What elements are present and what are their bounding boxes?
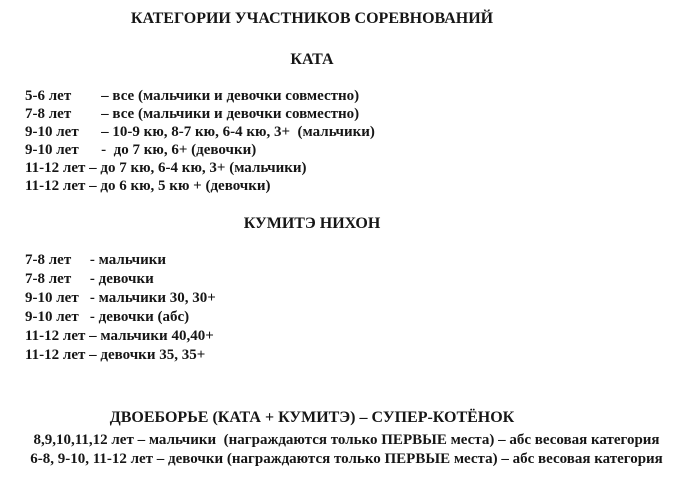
list-item: 7-8 лет - мальчики <box>25 252 167 268</box>
list-item: 11-12 лет – до 6 кю, 5 кю + (девочки) <box>25 178 271 194</box>
list-item: 6-8, 9-10, 11-12 лет – девочки (награждаются только ПЕРВЫЕ места) – абс весовая категория <box>30 451 663 467</box>
section-heading-biathlon: ДВОЕБОРЬЕ (КАТА + КУМИТЭ) – СУПЕР-КОТЁНОК <box>109 409 515 426</box>
list-item: 9-10 лет - до 7 кю, 6+ (девочки) <box>25 142 257 158</box>
kata-category-list <box>0 87 624 195</box>
list-item: 7-8 лет – все (мальчики и девочки совместно) <box>25 106 360 122</box>
list-item: 11-12 лет – до 7 кю, 6-4 кю, 3+ (мальчики) <box>25 160 307 176</box>
list-item: 9-10 лет – 10-9 кю, 8-7 кю, 6-4 кю, 3+ (мальчики) <box>25 124 375 140</box>
list-item: 11-12 лет – девочки 35, 35+ <box>25 347 206 363</box>
list-item: 9-10 лет - мальчики 30, 30+ <box>25 290 216 306</box>
list-item: 5-6 лет – все (мальчики и девочки совместно) <box>25 88 360 104</box>
section-heading-kata: КАТА <box>290 51 334 68</box>
biathlon-award-notes <box>0 431 693 469</box>
page-title: КАТЕГОРИИ УЧАСТНИКОВ СОРЕВНОВАНИЙ <box>130 10 494 27</box>
content-area <box>0 9 624 427</box>
kumite-category-list <box>0 251 624 365</box>
list-item: 7-8 лет - девочки <box>25 271 154 287</box>
section-heading-kumite: КУМИТЭ НИХОН <box>243 215 381 232</box>
list-item: 8,9,10,11,12 лет – мальчики (награждаются только ПЕРВЫЕ места) – абс весовая категория <box>33 432 660 448</box>
list-item: 11-12 лет – мальчики 40,40+ <box>25 328 214 344</box>
list-item: 9-10 лет - девочки (абс) <box>25 309 190 325</box>
